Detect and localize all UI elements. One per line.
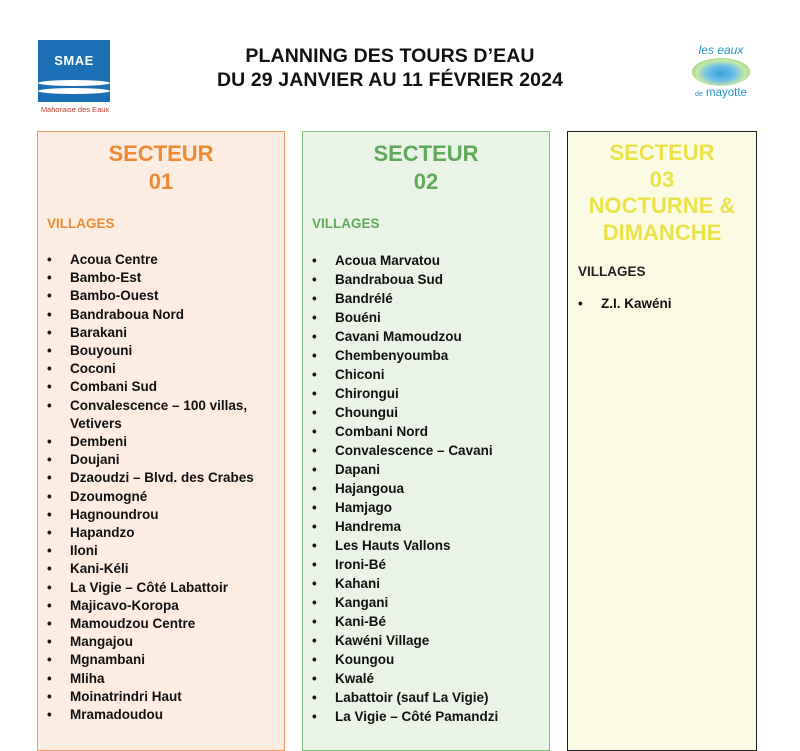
bullet-icon: • — [47, 579, 52, 595]
village-name: Bouéni — [335, 310, 381, 325]
village-list-item — [38, 524, 284, 542]
village-name: Combani Nord — [335, 424, 428, 439]
village-list-item — [303, 460, 549, 479]
bullet-icon: • — [312, 424, 317, 439]
village-name: Convalescence – 100 villas, Vetivers — [70, 397, 248, 431]
sector-03-village-list — [568, 295, 756, 313]
village-list-item — [303, 517, 549, 536]
bullet-icon: • — [47, 270, 52, 286]
sector-01-column — [37, 131, 285, 751]
bullet-icon: • — [312, 367, 317, 382]
village-name: Hamjago — [335, 500, 393, 515]
village-list-item — [303, 384, 549, 403]
village-name: La Vigie – Côté Labattoir — [70, 579, 229, 595]
village-name: Hagnoundrou — [70, 506, 159, 522]
village-name: Kawéni Village — [335, 633, 430, 648]
village-list-item — [38, 469, 284, 487]
sector-03-villages-label: VILLAGES — [578, 264, 646, 279]
bullet-icon: • — [47, 434, 52, 450]
bullet-icon: • — [47, 561, 52, 577]
bullet-icon: • — [312, 329, 317, 344]
water-wave-icon — [692, 58, 750, 86]
bullet-icon: • — [47, 670, 52, 686]
village-name: Handrema — [335, 519, 402, 534]
bullet-icon: • — [312, 405, 317, 420]
village-name: Hapandzo — [70, 525, 135, 541]
village-list-item — [38, 324, 284, 342]
bullet-icon: • — [312, 576, 317, 591]
village-list-item — [303, 688, 549, 707]
village-name: Labattoir (sauf La Vigie) — [335, 690, 489, 705]
bullet-icon: • — [312, 253, 317, 268]
sector-02-villages-label: VILLAGES — [312, 216, 380, 231]
village-list-item — [38, 506, 284, 524]
village-name: Mliha — [70, 670, 105, 686]
village-name: Moinatrindri Haut — [70, 688, 182, 704]
bullet-icon: • — [312, 310, 317, 325]
village-list-item — [38, 488, 284, 506]
village-list-item — [38, 633, 284, 651]
village-name: Chembenyoumba — [335, 348, 449, 363]
village-name: Mamoudzou Centre — [70, 616, 196, 632]
bullet-icon: • — [47, 488, 52, 504]
village-list-item — [38, 269, 284, 287]
village-name: Chirongui — [335, 386, 399, 401]
village-name: Mgnambani — [70, 652, 146, 668]
bullet-icon: • — [312, 500, 317, 515]
village-name: Ironi-Bé — [335, 557, 387, 572]
bullet-icon: • — [312, 690, 317, 705]
bullet-icon: • — [47, 652, 52, 668]
bullet-icon: • — [47, 634, 52, 650]
village-name: Mangajou — [70, 634, 133, 650]
village-name: Kahani — [335, 576, 381, 591]
village-list-item — [303, 346, 549, 365]
les-eaux-de-mayotte-logo — [684, 44, 758, 110]
village-name: Bandrélé — [335, 291, 393, 306]
village-name: Bouyouni — [70, 343, 133, 359]
village-list-item — [303, 289, 549, 308]
bullet-icon: • — [47, 452, 52, 468]
village-name: Doujani — [70, 452, 120, 468]
village-list-item — [38, 651, 284, 669]
village-list-item — [303, 308, 549, 327]
village-list-item — [303, 403, 549, 422]
village-list-item — [38, 397, 284, 433]
village-name: Choungui — [335, 405, 398, 420]
village-name: Cavani Mamoudzou — [335, 329, 462, 344]
village-list-item — [303, 555, 549, 574]
bullet-icon: • — [312, 462, 317, 477]
village-list-item — [38, 579, 284, 597]
village-name: Convalescence – Cavani — [335, 443, 493, 458]
village-list-item — [38, 670, 284, 688]
village-name: Mramadoudou — [70, 707, 163, 723]
sector-03-title: SECTEUR 03 NOCTURNE & DIMANCHE — [588, 140, 736, 245]
village-name: Kani-Kéli — [70, 561, 129, 577]
bullet-icon: • — [312, 671, 317, 686]
bullet-icon: • — [47, 324, 52, 340]
smae-logo-text: SMAE — [54, 53, 94, 68]
village-list-item — [38, 706, 284, 724]
page-title — [150, 44, 630, 92]
sector-02-title: SECTEUR 02 — [373, 141, 479, 194]
village-list-item — [303, 270, 549, 289]
logo-right-line1: les eaux — [698, 43, 744, 57]
bullet-icon: • — [578, 296, 583, 311]
village-name: Dzaoudzi – Blvd. des Crabes — [70, 470, 254, 486]
bullet-icon: • — [47, 543, 52, 559]
smae-logo — [38, 40, 112, 122]
village-list-item — [303, 593, 549, 612]
village-name: Les Hauts Vallons — [335, 538, 451, 553]
village-name: Combani Sud — [70, 379, 157, 395]
village-list-item — [38, 560, 284, 578]
bullet-icon: • — [312, 519, 317, 534]
village-name: Bambo-Ouest — [70, 288, 159, 304]
village-name: Hajangoua — [335, 481, 405, 496]
village-list-item — [303, 631, 549, 650]
village-list-item — [38, 360, 284, 378]
village-list-item — [303, 327, 549, 346]
village-list-item — [38, 597, 284, 615]
bullet-icon: • — [312, 614, 317, 629]
village-list-item — [303, 365, 549, 384]
bullet-icon: • — [312, 291, 317, 306]
bullet-icon: • — [47, 397, 52, 413]
bullet-icon: • — [312, 557, 317, 572]
village-list-item — [303, 574, 549, 593]
village-list-item — [303, 498, 549, 517]
sector-01-title: SECTEUR 01 — [108, 141, 214, 194]
village-list-item — [303, 612, 549, 631]
bullet-icon: • — [47, 470, 52, 486]
village-name: Acoua Marvatou — [335, 253, 441, 268]
bullet-icon: • — [47, 525, 52, 541]
village-list-item — [38, 287, 284, 305]
village-name: Dapani — [335, 462, 381, 477]
village-list-item — [38, 306, 284, 324]
village-list-item — [38, 342, 284, 360]
village-name: Koungou — [335, 652, 395, 667]
village-list-item — [303, 479, 549, 498]
bullet-icon: • — [47, 361, 52, 377]
village-list-item — [303, 536, 549, 555]
title-line-1: PLANNING DES TOURS D’EAU — [245, 45, 535, 67]
village-name: La Vigie – Côté Pamandzi — [335, 709, 499, 724]
village-name: Kani-Bé — [335, 614, 387, 629]
bullet-icon: • — [312, 633, 317, 648]
village-name: Dembeni — [70, 434, 128, 450]
bullet-icon: • — [47, 288, 52, 304]
village-list-item — [303, 707, 549, 726]
village-name: Iloni — [70, 543, 98, 559]
sector-01-villages-label: VILLAGES — [47, 216, 115, 231]
village-list-item — [568, 295, 756, 313]
smae-logo-subtitle: Mahoraise des Eaux — [40, 105, 110, 114]
bullet-icon: • — [47, 688, 52, 704]
village-name: Bandraboua Nord — [70, 306, 185, 322]
bullet-icon: • — [312, 272, 317, 287]
village-list-item — [38, 378, 284, 396]
village-name: Dzoumogné — [70, 488, 148, 504]
bullet-icon: • — [47, 252, 52, 267]
village-list-item — [38, 451, 284, 469]
bullet-icon: • — [47, 306, 52, 322]
village-list-item — [38, 542, 284, 560]
village-name: Coconi — [70, 361, 116, 377]
village-list-item — [303, 251, 549, 270]
village-list-item — [303, 650, 549, 669]
village-name: Bambo-Est — [70, 270, 142, 286]
bullet-icon: • — [47, 597, 52, 613]
sector-03-column — [567, 131, 757, 751]
village-name: Kwalé — [335, 671, 375, 686]
logo-right-line2: de mayotte — [695, 87, 747, 99]
village-list-item — [38, 433, 284, 451]
sector-02-village-list — [303, 251, 549, 726]
village-name: Bandraboua Sud — [335, 272, 444, 287]
village-name: Majicavo-Koropa — [70, 597, 179, 613]
bullet-icon: • — [312, 348, 317, 363]
sector-02-column — [302, 131, 550, 751]
sector-01-village-list — [38, 251, 284, 724]
village-name: Acoua Centre — [70, 252, 158, 267]
bullet-icon: • — [312, 709, 317, 724]
bullet-icon: • — [47, 379, 52, 395]
bullet-icon: • — [312, 443, 317, 458]
bullet-icon: • — [312, 538, 317, 553]
bullet-icon: • — [47, 707, 52, 723]
bullet-icon: • — [47, 343, 52, 359]
bullet-icon: • — [47, 616, 52, 632]
title-line-2: DU 29 JANVIER AU 11 FÉVRIER 2024 — [216, 69, 564, 91]
village-name: Kangani — [335, 595, 389, 610]
bullet-icon: • — [312, 481, 317, 496]
bullet-icon: • — [312, 595, 317, 610]
village-name: Z.I. Kawéni — [601, 296, 672, 311]
village-list-item — [303, 669, 549, 688]
bullet-icon: • — [312, 652, 317, 667]
bullet-icon: • — [47, 506, 52, 522]
village-list-item — [38, 251, 284, 269]
village-name: Chiconi — [335, 367, 385, 382]
village-name: Barakani — [70, 324, 128, 340]
village-list-item — [38, 615, 284, 633]
village-list-item — [303, 441, 549, 460]
village-list-item — [38, 688, 284, 706]
village-list-item — [303, 422, 549, 441]
bullet-icon: • — [312, 386, 317, 401]
